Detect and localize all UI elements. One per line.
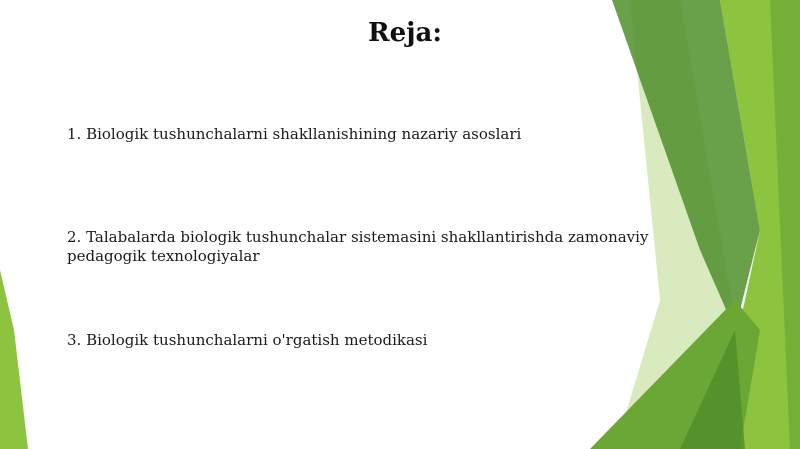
left-edge-shape [0,270,28,449]
plan-item-2: 2. Talabalarda biologik tushunchalar sistemasini shakllantirishda zamonaviy pedagogik texnologiyalar [67,228,649,265]
plan-item-1: 1. Biologik tushunchalarni shakllanishining nazariy asoslari [67,125,522,143]
plan-item-3: 3. Biologik tushunchalarni o'rgatish metodikasi [67,331,428,349]
slide-title: Reja: [367,18,442,48]
